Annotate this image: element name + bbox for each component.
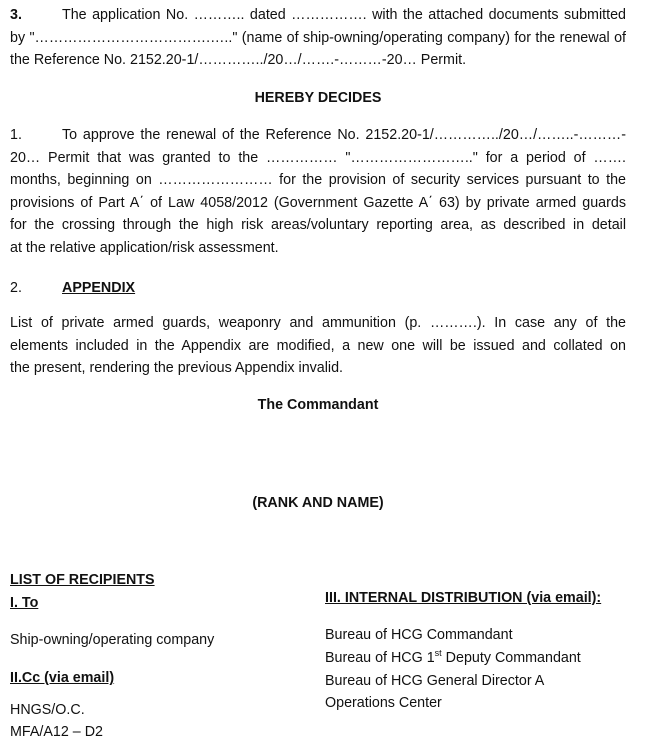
internal-recipient: Bureau of HCG 1st Deputy Commandant	[325, 648, 581, 666]
item-1-paragraph	[10, 124, 626, 260]
appendix-line-1: List of private armed guards, weaponry and ammunition (p. ……….). In case any of the	[10, 315, 626, 331]
section-3-line-1: The application No. ……….. dated ……………. with the attached documents submitted	[62, 7, 626, 23]
appendix-paragraph	[10, 312, 626, 380]
ordinal-suffix: st	[434, 648, 442, 659]
item-1-number: 1.	[10, 127, 22, 143]
section-3-paragraph	[10, 4, 626, 72]
item-1-line-3: months, beginning on …………………… for the provision of security services pursuant to the	[10, 172, 626, 189]
cc-heading: II.Cc (via email)	[10, 670, 115, 686]
appendix-line-3: the present, rendering the previous Appendix invalid.	[10, 360, 344, 377]
item-1-line-4: provisions of Part A΄ of Law 4058/2012 (Government Gazette A΄ 63) by private armed guards	[10, 194, 626, 211]
internal-recipient: Bureau of HCG Commandant	[325, 627, 513, 643]
to-recipient: Ship-owning/operating company	[10, 632, 215, 648]
section-3-number: 3.	[10, 7, 22, 23]
internal-recipient: Operations Center	[325, 695, 442, 711]
appendix-line-2: elements included in the Appendix are modified, a new one will be issued and collated on	[10, 337, 626, 354]
rank-and-name: (RANK AND NAME)	[252, 495, 384, 511]
to-heading: I. To	[10, 595, 39, 611]
appendix-heading: APPENDIX	[62, 280, 136, 296]
internal-distribution-heading: III. INTERNAL DISTRIBUTION (via email):	[325, 590, 602, 606]
item-1-line-2: 20… Permit that was granted to the …………… "…………………….." for a period of …….	[10, 149, 626, 166]
cc-recipient: MFA/A12 – D2	[10, 724, 103, 740]
section-3-line-2: by "……………………………….….." (name of ship-owning/operating company) for the renewal of	[10, 29, 626, 46]
item-1-line-5: for the crossing through the high risk areas/voluntary reporting area, as described in detail	[10, 217, 626, 234]
decides-heading: HEREBY DECIDES	[254, 90, 382, 106]
cc-recipient: HNGS/O.C.	[10, 702, 85, 718]
item-2-number: 2.	[10, 280, 22, 296]
internal-recipient: Bureau of HCG General Director A	[325, 673, 545, 689]
recipients-heading: LIST OF RECIPIENTS	[10, 572, 155, 588]
signatory-title: The Commandant	[257, 397, 379, 413]
section-3-line-3: the Reference No. 2152.20-1/…………../20…/…….-………-20… Permit.	[10, 52, 467, 69]
item-1-line-1: To approve the renewal of the Reference No. 2152.20-1/…………../20…/……..-………-	[62, 127, 626, 143]
item-1-line-6: at the relative application/risk assessment.	[10, 239, 279, 256]
